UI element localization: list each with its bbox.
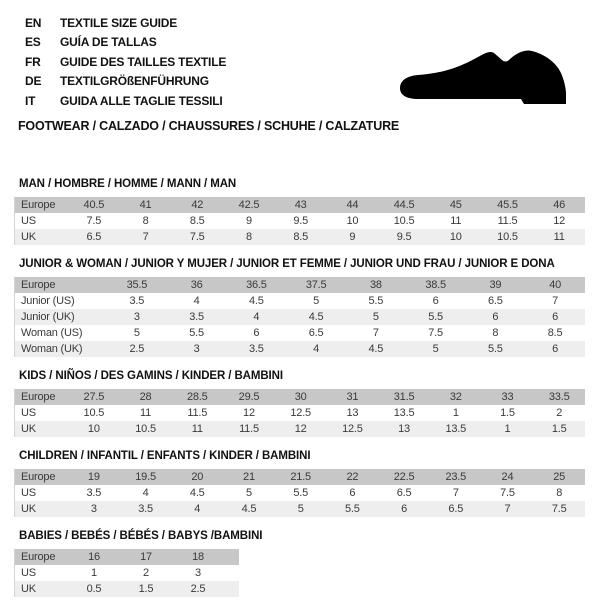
size-cell: 11 bbox=[450, 214, 462, 227]
row-label: Europe bbox=[21, 278, 56, 291]
size-cell: 1 bbox=[504, 422, 511, 435]
language-label: GUIDE DES TAILLES TEXTILE bbox=[60, 54, 227, 69]
size-cell: 31 bbox=[346, 390, 359, 403]
size-cell: 7.5 bbox=[500, 486, 515, 499]
size-cell: 11 bbox=[191, 422, 203, 435]
size-table-title-man: MAN / HOMBRE / HOMME / MANN / MAN bbox=[19, 177, 237, 190]
language-label: GUÍA DE TALLAS bbox=[60, 35, 157, 50]
row-label: UK bbox=[21, 422, 36, 435]
row-label: Europe bbox=[21, 390, 56, 403]
size-cell: 9 bbox=[349, 230, 356, 243]
size-cell: 13.5 bbox=[393, 406, 415, 419]
size-cell: 4.5 bbox=[241, 502, 257, 515]
size-cell: 9.5 bbox=[293, 214, 309, 227]
size-cell: 21 bbox=[243, 470, 255, 483]
size-cell: 13.5 bbox=[445, 422, 467, 435]
row-label: Europe bbox=[21, 550, 56, 563]
row-label: US bbox=[21, 486, 36, 499]
size-cell: 6.5 bbox=[86, 230, 102, 243]
language-code: IT bbox=[25, 93, 36, 108]
size-cell: 13 bbox=[346, 406, 359, 419]
size-cell: 3.5 bbox=[129, 294, 145, 307]
row-label: US bbox=[21, 566, 36, 579]
size-cell: 4.5 bbox=[308, 310, 324, 323]
size-cell: 7 bbox=[452, 486, 459, 499]
size-cell: 6.5 bbox=[488, 294, 503, 307]
size-cell: 4.5 bbox=[368, 342, 384, 355]
size-table-junior-woman bbox=[14, 277, 585, 357]
size-cell: 11 bbox=[140, 406, 152, 419]
language-label: GUIDA ALLE TAGLIE TESSILI bbox=[60, 93, 223, 108]
size-cell: 39 bbox=[489, 278, 502, 291]
size-cell: 5.5 bbox=[368, 294, 384, 307]
table-row bbox=[15, 469, 585, 485]
size-cell: 4 bbox=[142, 486, 149, 499]
table-row bbox=[15, 565, 239, 581]
size-cell: 4.5 bbox=[189, 486, 205, 499]
language-code: ES bbox=[25, 35, 41, 50]
size-cell: 40.5 bbox=[83, 198, 105, 211]
row-label: Woman (US) bbox=[21, 326, 83, 339]
size-cell: 8.5 bbox=[547, 326, 563, 339]
language-code: DE bbox=[25, 74, 42, 89]
size-cell: 3 bbox=[195, 566, 201, 579]
size-cell: 33 bbox=[501, 390, 514, 403]
size-cell: 25 bbox=[553, 470, 566, 483]
size-table-title-junior-woman: JUNIOR & WOMAN / JUNIOR Y MUJER / JUNIOR ET FEMME / JUNIOR UND FRAU / JUNIOR E DONA bbox=[19, 257, 555, 270]
size-cell: 5.5 bbox=[293, 486, 309, 499]
size-cell: 36.5 bbox=[246, 278, 267, 291]
size-cell: 44 bbox=[346, 198, 359, 211]
size-cell: 10.5 bbox=[83, 406, 105, 419]
size-cell: 6 bbox=[492, 310, 499, 323]
size-cell: 11.5 bbox=[187, 406, 208, 419]
size-cell: 5 bbox=[432, 342, 439, 355]
size-cell: 28 bbox=[139, 390, 152, 403]
table-row bbox=[15, 581, 239, 597]
size-cell: 35.5 bbox=[126, 278, 148, 291]
size-cell: 24 bbox=[501, 470, 514, 483]
size-cell: 10 bbox=[449, 230, 462, 243]
size-cell: 12 bbox=[294, 422, 307, 435]
size-cell: 3.5 bbox=[249, 342, 264, 355]
size-cell: 22 bbox=[346, 470, 359, 483]
row-label: Europe bbox=[21, 470, 56, 483]
size-cell: 7.5 bbox=[551, 502, 567, 515]
size-cell: 38 bbox=[369, 278, 382, 291]
row-label: Woman (UK) bbox=[21, 342, 83, 355]
size-cell: 5.5 bbox=[189, 326, 204, 339]
size-cell: 12 bbox=[553, 214, 566, 227]
size-cell: 5 bbox=[372, 310, 379, 323]
size-cell: 9.5 bbox=[396, 230, 412, 243]
size-cell: 33.5 bbox=[548, 390, 570, 403]
size-cell: 4 bbox=[194, 502, 201, 515]
table-row bbox=[15, 325, 585, 341]
size-table-kids bbox=[14, 389, 585, 437]
size-cell: 7 bbox=[142, 230, 149, 243]
size-cell: 6.5 bbox=[396, 486, 412, 499]
size-cell: 46 bbox=[553, 198, 566, 211]
size-cell: 6 bbox=[552, 310, 559, 323]
size-cell: 8 bbox=[142, 214, 149, 227]
table-row bbox=[15, 549, 239, 565]
row-label: UK bbox=[21, 230, 36, 243]
size-cell: 21.5 bbox=[290, 470, 311, 483]
size-table-title-babies: BABIES / BEBÉS / BÉBÉS / BABYS /BAMBINI bbox=[19, 529, 263, 542]
size-cell: 7 bbox=[372, 326, 379, 339]
size-cell: 7.5 bbox=[189, 230, 205, 243]
size-cell: 11.5 bbox=[497, 214, 518, 227]
size-cell: 4.5 bbox=[249, 294, 264, 307]
size-cell: 1.5 bbox=[138, 582, 154, 595]
size-table-title-kids: KIDS / NIÑOS / DES GAMINS / KINDER / BAMBINI bbox=[19, 369, 283, 382]
size-cell: 1.5 bbox=[500, 406, 515, 419]
size-cell: 5.5 bbox=[345, 502, 360, 515]
table-row bbox=[15, 485, 585, 501]
language-code: FR bbox=[25, 54, 41, 69]
size-cell: 3 bbox=[90, 502, 97, 515]
size-cell: 10.5 bbox=[393, 214, 415, 227]
size-cell: 30 bbox=[294, 390, 307, 403]
size-cell: 20 bbox=[191, 470, 204, 483]
size-cell: 13 bbox=[398, 422, 410, 435]
size-cell: 2.5 bbox=[129, 342, 145, 355]
size-cell: 42.5 bbox=[238, 198, 260, 211]
size-cell: 45.5 bbox=[497, 198, 518, 211]
size-cell: 1.5 bbox=[551, 422, 567, 435]
size-cell: 2 bbox=[143, 566, 149, 579]
size-cell: 12.5 bbox=[342, 422, 363, 435]
size-cell: 6.5 bbox=[308, 326, 324, 339]
size-cell: 6 bbox=[349, 486, 356, 499]
size-cell: 5.5 bbox=[488, 342, 503, 355]
size-cell: 44.5 bbox=[393, 198, 415, 211]
size-cell: 40 bbox=[549, 278, 562, 291]
size-cell: 36 bbox=[190, 278, 203, 291]
size-cell: 12 bbox=[243, 406, 255, 419]
size-cell: 37.5 bbox=[305, 278, 327, 291]
size-cell: 3 bbox=[193, 342, 200, 355]
table-row bbox=[15, 197, 585, 213]
size-cell: 7.5 bbox=[428, 326, 443, 339]
size-cell: 0.5 bbox=[86, 582, 102, 595]
size-cell: 27.5 bbox=[83, 390, 105, 403]
size-cell: 17 bbox=[140, 550, 152, 563]
size-cell: 3.5 bbox=[189, 310, 204, 323]
size-table-children bbox=[14, 469, 585, 517]
size-cell: 32 bbox=[449, 390, 462, 403]
size-table-section-children bbox=[14, 450, 600, 517]
size-table-babies bbox=[14, 549, 239, 597]
size-cell: 19 bbox=[87, 470, 100, 483]
size-cell: 18 bbox=[192, 550, 204, 563]
row-label: US bbox=[21, 214, 36, 227]
size-cell: 3.5 bbox=[86, 486, 102, 499]
table-row bbox=[15, 389, 585, 405]
size-cell: 11.5 bbox=[239, 422, 259, 435]
language-row-en bbox=[25, 13, 600, 33]
size-cell: 42 bbox=[191, 198, 204, 211]
size-cell: 22.5 bbox=[393, 470, 415, 483]
table-row bbox=[15, 421, 585, 437]
language-code: EN bbox=[25, 15, 42, 30]
size-cell: 10.5 bbox=[135, 422, 156, 435]
language-label: TEXTILGRÖßENFÜHRUNG bbox=[60, 74, 209, 89]
table-row bbox=[15, 501, 585, 517]
table-row bbox=[15, 293, 585, 309]
size-cell: 10.5 bbox=[497, 230, 518, 243]
size-cell: 5 bbox=[246, 486, 252, 499]
row-label: Europe bbox=[21, 198, 56, 211]
size-cell: 10 bbox=[87, 422, 100, 435]
size-cell: 23.5 bbox=[445, 470, 467, 483]
size-cell: 8.5 bbox=[293, 230, 309, 243]
size-table-section-kids bbox=[14, 370, 600, 437]
size-cell: 12.5 bbox=[290, 406, 311, 419]
row-label: Junior (US) bbox=[21, 294, 75, 307]
size-table-title-children: CHILDREN / INFANTIL / ENFANTS / KINDER / BAMBINI bbox=[19, 449, 311, 462]
size-cell: 5 bbox=[313, 294, 320, 307]
size-cell: 5 bbox=[297, 502, 304, 515]
size-cell: 1 bbox=[91, 566, 97, 579]
row-label: UK bbox=[21, 502, 36, 515]
size-cell: 2 bbox=[556, 406, 563, 419]
size-cell: 38.5 bbox=[425, 278, 446, 291]
size-cell: 6.5 bbox=[448, 502, 464, 515]
size-cell: 7.5 bbox=[86, 214, 102, 227]
size-cell: 28.5 bbox=[186, 390, 208, 403]
table-row bbox=[15, 341, 585, 357]
size-cell: 8.5 bbox=[189, 214, 205, 227]
size-cell: 11 bbox=[553, 230, 565, 243]
size-cell: 7 bbox=[504, 502, 511, 515]
size-cell: 1 bbox=[452, 406, 459, 419]
size-cell: 5.5 bbox=[428, 310, 443, 323]
table-row bbox=[15, 213, 585, 229]
size-table-section-junior-woman bbox=[14, 258, 600, 357]
size-table-man bbox=[14, 197, 585, 245]
size-cell: 6 bbox=[253, 326, 260, 339]
category-line: FOOTWEAR / CALZADO / CHAUSSURES / SCHUHE / CALZATURE bbox=[18, 118, 400, 133]
dress-shoe-icon bbox=[398, 48, 570, 106]
size-cell: 6 bbox=[401, 502, 408, 515]
size-cell: 7 bbox=[552, 294, 559, 307]
size-cell: 6 bbox=[432, 294, 439, 307]
size-cell: 6 bbox=[552, 342, 559, 355]
size-cell: 45 bbox=[449, 198, 462, 211]
table-row bbox=[15, 405, 585, 421]
row-label: US bbox=[21, 406, 36, 419]
size-cell: 4 bbox=[313, 342, 320, 355]
size-cell: 4 bbox=[253, 310, 260, 323]
size-tables bbox=[0, 178, 600, 597]
size-cell: 9 bbox=[246, 214, 252, 227]
table-row bbox=[15, 277, 585, 293]
size-cell: 31.5 bbox=[393, 390, 415, 403]
size-table-section-babies bbox=[14, 530, 600, 597]
size-cell: 43 bbox=[294, 198, 307, 211]
size-cell: 8 bbox=[492, 326, 499, 339]
size-cell: 4 bbox=[193, 294, 200, 307]
row-label: UK bbox=[21, 582, 36, 595]
size-cell: 10 bbox=[346, 214, 359, 227]
size-cell: 2.5 bbox=[190, 582, 206, 595]
size-cell: 16 bbox=[88, 550, 100, 563]
table-row bbox=[15, 309, 585, 325]
size-cell: 8 bbox=[556, 486, 563, 499]
size-cell: 3 bbox=[133, 310, 140, 323]
size-cell: 19.5 bbox=[135, 470, 156, 483]
size-cell: 29.5 bbox=[238, 390, 260, 403]
size-cell: 3.5 bbox=[138, 502, 153, 515]
size-table-section-man bbox=[14, 178, 600, 245]
row-label: Junior (UK) bbox=[21, 310, 75, 323]
language-label: TEXTILE SIZE GUIDE bbox=[60, 15, 178, 30]
table-row bbox=[15, 229, 585, 245]
size-cell: 8 bbox=[246, 230, 252, 243]
size-cell: 41 bbox=[139, 198, 152, 211]
size-cell: 5 bbox=[133, 326, 140, 339]
